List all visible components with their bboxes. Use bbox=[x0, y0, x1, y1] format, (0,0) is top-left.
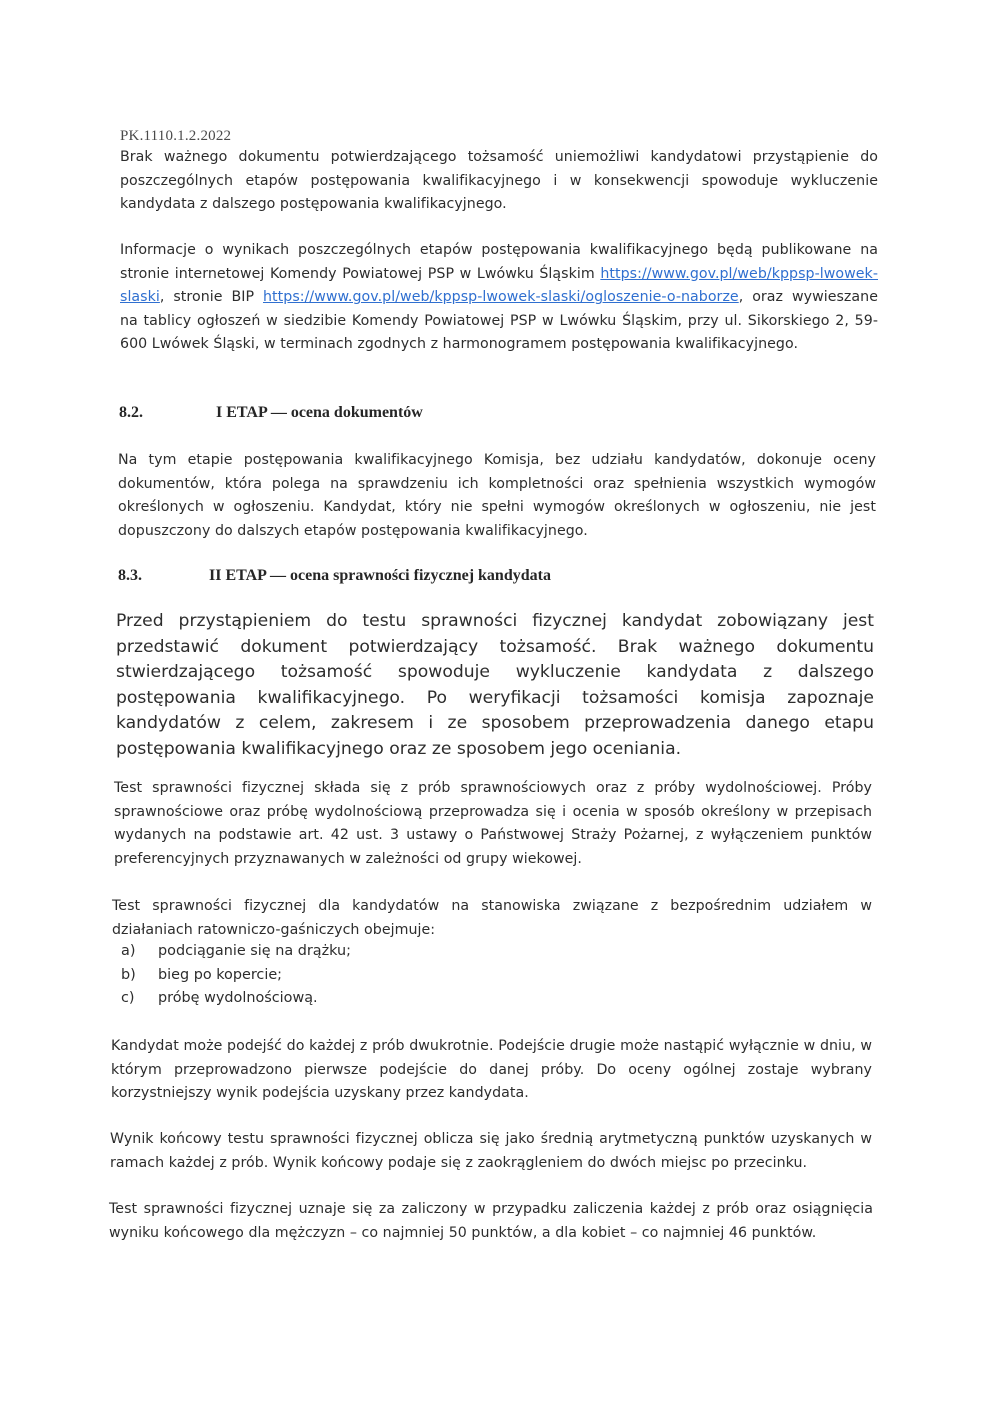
results-text-c: , oraz wywieszane na tablicy ogłoszeń w siedzibie Komendy Powiatowej PSP w Lwówku Śląskim, przy ul. Sikorskiego 2, 59-600 Lwówek Śląski, w terminach zgodnych z harmonogramem postępowania kwalifikacyjnego. bbox=[120, 289, 878, 352]
bip-link[interactable]: https://www.gov.pl/web/kppsp-lwowek-slaski/ogloszenie-o-naborze bbox=[263, 289, 739, 305]
list-marker: b) bbox=[121, 966, 136, 983]
pass-criteria-paragraph: Test sprawności fizycznej uznaje się za zaliczony w przypadku zaliczenia każdej z prób oraz osiągnięcia wyniku końcowego dla mężczyzn – co najmniej 50 punktów, a dla kobiet – co najmniej 46 punktów. bbox=[109, 1201, 873, 1241]
list-item bbox=[121, 987, 351, 1011]
list-item-text: podciąganie się na drążku; bbox=[158, 943, 352, 959]
results-text-a: Informacje o wynikach poszczególnych etapów postępowania kwalifikacyjnego będą publikowane na stronie internetowej Komendy Powiatowej PSP w Lwówku Śląskim bbox=[120, 242, 878, 282]
section-number: 8.2. bbox=[119, 404, 143, 421]
website-link[interactable]: https://www.gov.pl/web/kppsp-lwowek-slaski bbox=[120, 265, 878, 305]
section-title: I ETAP — ocena dokumentów bbox=[216, 404, 423, 421]
section-number: 8.3. bbox=[118, 567, 142, 584]
final-score-paragraph: Wynik końcowy testu sprawności fizycznej oblicza się jako średnią arytmetyczną punktów uzyskanych w ramach każdej z prób. Wynik końcowy podaje się z zaokrągleniem do dwóch miejsc po przecinku. bbox=[110, 1131, 872, 1171]
list-item-text: bieg po kopercie; bbox=[158, 966, 283, 983]
fitness-test-intro-paragraph: Przed przystąpieniem do testu sprawności fizycznej kandydat zobowiązany jest przedstawić dokument potwierdzający tożsamość. Brak ważnego dokumentu stwierdzającego tożsamość spowoduje wykluczenie kandydata z dalszego postępowania kwalifikacyjnego. Po weryfikacji tożsamości komisja zapoznaje kandydatów z celem, zakresem i ze sposobem przeprowadzenia danego etapu postępowania kwalifikacyjnego oraz ze sposobem jego oceniania. bbox=[116, 611, 874, 759]
identity-document-paragraph: Brak ważnego dokumentu potwierdzającego tożsamość uniemożliwi kandydatowi przystąpienie do poszczególnych etapów postępowania kwalifikacyjnego i w konsekwencji spowoduje wykluczenie kandydata z dalszego postępowania kwalifikacyjnego. bbox=[120, 149, 878, 212]
results-publication-paragraph bbox=[120, 239, 878, 357]
fitness-test-composition-paragraph: Test sprawności fizycznej składa się z prób sprawnościowych oraz z próby wydolnościowej. Próby sprawnościowe oraz próbę wydolnościową przeprowadza się i ocenia w sposób określony w przepisach wydanych na podstawie art. 42 ust. 3 ustawy o Państwowej Straży Pożarnej, z wyłączeniem punktów preferencyjnych przyznawanych w zależności od grupy wiekowej. bbox=[114, 780, 872, 867]
section-title: II ETAP — ocena sprawności fizycznej kandydata bbox=[209, 567, 551, 584]
fitness-test-scope-paragraph: Test sprawności fizycznej dla kandydatów na stanowiska związane z bezpośrednim udziałem w działaniach ratowniczo-gaśniczych obejmuje: bbox=[112, 898, 872, 938]
attempts-paragraph: Kandydat może podejść do każdej z prób dwukrotnie. Podejście drugie może nastąpić wyłącznie w dniu, w którym przeprowadzono pierwsze podejście do danej próby. Do oceny ogólnej zostaje wybrany korzystniejszy wynik podejścia uzyskany przez kandydata. bbox=[111, 1038, 872, 1101]
list-item-text: próbę wydolnościową. bbox=[158, 990, 318, 1006]
results-text-b: , stronie BIP bbox=[159, 289, 263, 305]
section-heading-8-2 bbox=[119, 404, 423, 422]
list-item bbox=[121, 964, 351, 988]
fitness-test-list bbox=[121, 940, 351, 1011]
section-heading-8-3 bbox=[118, 567, 551, 585]
list-marker: c) bbox=[121, 990, 135, 1006]
document-review-paragraph: Na tym etapie postępowania kwalifikacyjnego Komisja, bez udziału kandydatów, dokonuje oceny dokumentów, która polega na sprawdzeniu ich kompletności oraz spełnienia wszystkich wymogów określonych w ogłoszeniu. Kandydat, który nie spełni wymogów określonych w ogłoszeniu, nie jest dopuszczony do dalszych etapów postępowania kwalifikacyjnego. bbox=[118, 452, 876, 539]
document-reference-number: PK.1110.1.2.2022 bbox=[120, 128, 232, 144]
list-item bbox=[121, 940, 351, 964]
list-marker: a) bbox=[121, 943, 136, 959]
